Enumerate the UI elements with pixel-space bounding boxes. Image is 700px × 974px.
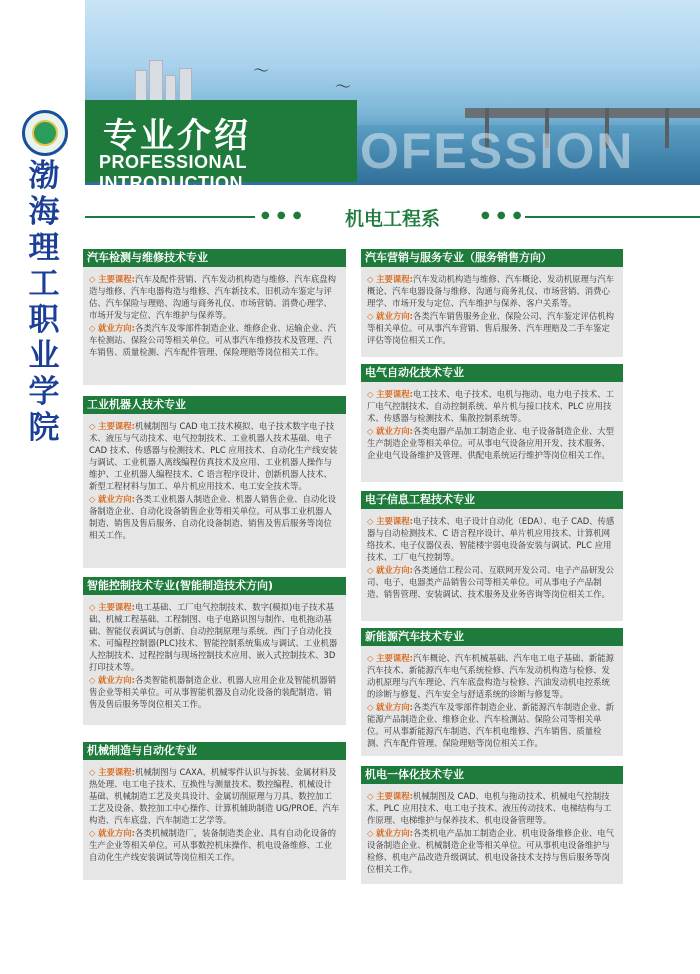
program-title: 机电一体化技术专业 <box>361 766 623 784</box>
program-title: 汽车检测与维修技术专业 <box>83 249 346 267</box>
seagull-icon: 〜 <box>253 61 270 80</box>
program-courses: 电工技术、电子技术、电机与拖动、电力电子技术、工厂电气控制技术、自动控制系统、单片机与接口技术、PLC 应用技术、传感器与检测技术、集散控制系统等。 <box>367 389 614 423</box>
program-courses: 电子技术、电子设计自动化（EDA）、电子 CAD、传感器与自动检测技术、C 语言程序设计、单片机应用技术、计算机网络技术、电子仪器仪表、智能楼宇弱电设备安装与调试、PLC 应用技术、工厂电气控制等。 <box>367 516 615 562</box>
program-courses: 电工基础、工厂电气控制技术、数字(模拟)电子技术基础、机械工程基础、工程制图、电子电路识图与制作、电机拖动基础、智能仪表调试与创新、自动控制原理与系统、西门子自动化技术、可编程控制器(PLC)技术、智能控制系统集成与调试、工业机器人控制技术、过程控制与现场控制技术应用、嵌入式控制技术、3D 打印技术等。 <box>89 602 338 672</box>
page-subtitle: PROFESSIONAL INTRODUCTION <box>99 152 247 193</box>
program-card: 汽车检测与维修技术专业 ◇ 主要课程:汽车及配件营销、汽车发动机构造与维修、汽车底盘构造与维修、汽车电器构造与维修、汽车新技术、旧机动车鉴定与评估、汽车保险与理赔、沟通与商务礼仪、市场营销、消费心理学、市场开发与定位、汽车维护与保养等。 ◇ 就业方向:各类汽车及零部件制造企业、维修企业、运输企业、汽车检测站、保险公司等相关单位。可从事汽车维修技术及管理、汽车销售、质量检测、汽车配件管理、保险理赔等岗位相关工作。 <box>83 249 346 385</box>
program-jobs: 各类智能机器制造企业、机器人应用企业及智能机器销售企业等相关单位。可从事智能机器及自动化设备的装配制造、销售及售后服务等岗位相关工作。 <box>89 675 336 709</box>
program-courses: 汽车概论、汽车机械基础、汽车电工电子基础、新能源汽车技术、新能源汽车电气系统检修、汽车发动机构造与检修、发动机原理与汽车理论、汽车底盘构造与检修、汽油发动机电控系统的诊断与修复、汽车安全与舒适系统的诊断与修复等。 <box>367 653 614 699</box>
program-jobs: 各类汽车及零部件制造企业、新能源汽车制造企业、新能源产品制造企业、维修企业、汽车检测站、保险公司等相关单位。可从事新能源汽车制造、汽车机电维修、汽车销售、质量检测、汽车配件管理、保险理赔等岗位相关工作。 <box>367 702 614 748</box>
program-courses: 机械制图与 CAXA、机械零件认识与拆装、金属材料及热处理、电工电子技术、互换性与测量技术、数控编程、机械设计基础、机械制造工艺及夹具设计、金属切削原理与刀具、数控加工工艺及设备、数控加工中心操作、计算机辅助制造 UG/PROE、汽车构造、汽车底盘、汽车制造工艺学等。 <box>89 767 340 825</box>
program-title: 工业机器人技术专业 <box>83 396 346 414</box>
program-card: 电子信息工程技术专业 ◇ 主要课程:电子技术、电子设计自动化（EDA）、电子 CAD、传感器与自动检测技术、C 语言程序设计、单片机应用技术、计算机网络技术、电子仪器仪表、智能楼宇弱电设备安装与调试、PLC 应用技术、工厂电气控制等。 ◇ 就业方向:各类通信工程公司、互联网开发公司、电子产品研发公司、电子、电器类产品销售公司等相关单位。可从事电子产品制造、销售管理、安装调试、技术服务及业务咨询等岗位相关工作。 <box>361 491 623 621</box>
program-card: 电气自动化技术专业 ◇ 主要课程:电工技术、电子技术、电机与拖动、电力电子技术、工厂电气控制技术、自动控制系统、单片机与接口技术、PLC 应用技术、传感器与检测技术、集散控制系统等。 ◇ 就业方向:各类电器产品加工制造企业、电子设备制造企业、大型生产制造企业等相关单位。可从事电气设备应用开发、技术服务、企业电气设备维护及管理、供配电系统运行维护等岗位相关工作。 <box>361 364 623 482</box>
program-card: 工业机器人技术专业 ◇ 主要课程:机械制图与 CAD 电工技术模拟、电子技术数字电子技术、液压与气动技术、电气控制技术、工业机器人技术基础、电子 CAD 技术、传感器与检测技术、PLC 应用技术、自动化生产线安装与调试、工业机器人离线编程仿真技术及应用、工业机器人操作与维护、工业机器人编程技术、C 语言程序设计、创新机器人技术、新型工程材料与加工、单片机应用技术、电工安全技术等。 ◇ 就业方向:各类工业机器人制造企业、机器人销售企业、自动化设备制造企业、自动化设备销售企业等相关单位。可从事工业机器人制造、销售及售后服务、自动化设备制造、销售及售后服务等岗位相关工作。 <box>83 396 346 568</box>
program-jobs: 各类汽车及零部件制造企业、维修企业、运输企业、汽车检测站、保险公司等相关单位。可从事汽车维修技术及管理、汽车销售、质量检测、汽车配件管理、保险理赔等岗位相关工作。 <box>89 323 336 357</box>
program-courses: 汽车发动机构造与维修、汽车概论、发动机原理与汽车概论、汽车电器设备与维修、沟通与商务礼仪、市场营销、消费心理学、市场开发与定位、汽车维护与保养、客户关系等。 <box>367 274 614 308</box>
program-title: 汽车营销与服务专业（服务销售方向） <box>361 249 623 267</box>
section-heading: ● ● ● 机电工程系 ● ● ● <box>85 196 700 236</box>
seagull-icon: 〜 <box>335 77 352 96</box>
program-card: 机电一体化技术专业 ◇ 主要课程:机械制图及 CAD、电机与拖动技术、机械电气控制技术、PLC 应用技术、电工电子技术、液压传动技术、电梯结构与工作原理、电梯维护与保养技术、机电设备管理等。 ◇ 就业方向:各类机电产品加工制造企业、机电设备维修企业、电气设备制造企业、机械制造企业等相关单位。可从事机电设备维护与检修、机电产品改造升级调试、机电设备技术支持与售后服务等岗位相关工作。 <box>361 766 623 884</box>
program-jobs: 各类通信工程公司、互联网开发公司、电子产品研发公司、电子、电器类产品销售公司等相关单位。可从事电子产品制造、销售管理、安装调试、技术服务及业务咨询等岗位相关工作。 <box>367 565 614 599</box>
program-title: 电气自动化技术专业 <box>361 364 623 382</box>
school-name: 渤海理工职业学院 <box>28 158 60 446</box>
program-title: 智能控制技术专业(智能制造技术方向) <box>83 577 346 595</box>
page-title: 专业介绍 <box>103 116 251 156</box>
program-jobs: 各类机械制造厂，装备制造类企业、具有自动化设备的生产企业等相关单位。可从事数控机床操作、机电设备维修、工业自动化生产线安装调试等岗位相关工作。 <box>89 828 336 862</box>
section-title: 机电工程系 <box>344 208 440 230</box>
program-jobs: 各类电器产品加工制造企业、电子设备制造企业、大型生产制造企业等相关单位。可从事电气设备应用开发、技术服务、企业电气设备维护及管理、供配电系统运行维护等岗位相关工作。 <box>367 426 614 460</box>
title-box <box>85 100 357 193</box>
program-card: 机械制造与自动化专业 ◇ 主要课程:机械制图与 CAXA、机械零件认识与拆装、金属材料及热处理、电工电子技术、互换性与测量技术、数控编程、机械设计基础、机械制造工艺及夹具设计、金属切削原理与刀具、数控加工工艺及设备、数控加工中心操作、计算机辅助制造 UG/PROE、汽车构造、汽车底盘、汽车制造工艺学等。 ◇ 就业方向:各类机械制造厂，装备制造类企业、具有自动化设备的生产企业等相关单位。可从事数控机床操作、机电设备维修、工业自动化生产线安装调试等岗位相关工作。 <box>83 742 346 880</box>
program-card: 新能源汽车技术专业 ◇ 主要课程:汽车概论、汽车机械基础、汽车电工电子基础、新能源汽车技术、新能源汽车电气系统检修、汽车发动机构造与检修、发动机原理与汽车理论、汽车底盘构造与检修、汽油发动机电控系统的诊断与修复、汽车安全与舒适系统的诊断与修复等。 ◇ 就业方向:各类汽车及零部件制造企业、新能源汽车制造企业、新能源产品制造企业、维修企业、汽车检测站、保险公司等相关单位。可从事新能源汽车制造、汽车机电维修、汽车销售、质量检测、汽车配件管理、保险理赔等岗位相关工作。 <box>361 628 623 756</box>
program-card: 汽车营销与服务专业（服务销售方向） ◇ 主要课程:汽车发动机构造与维修、汽车概论、发动机原理与汽车概论、汽车电器设备与维修、沟通与商务礼仪、市场营销、消费心理学、市场开发与定位、汽车维护与保养、客户关系等。 ◇ 就业方向:各类汽车销售服务企业、保险公司、汽车鉴定评估机构等相关单位。可从事汽车营销、售后服务、汽车理赔及二手车鉴定评估等岗位相关工作。 <box>361 249 623 357</box>
school-logo-icon <box>22 110 68 156</box>
program-jobs: 各类工业机器人制造企业、机器人销售企业、自动化设备制造企业、自动化设备销售企业等相关单位。可从事工业机器人制造、销售及售后服务、自动化设备制造、销售及售后服务等岗位相关工作。 <box>89 494 336 540</box>
program-courses: 汽车及配件营销、汽车发动机构造与维修、汽车底盘构造与维修、汽车电器构造与维修、汽车新技术、旧机动车鉴定与评估、汽车保险与理赔、沟通与商务礼仪、市场营销、消费心理学、市场开发与定位、汽车维护与保养等。 <box>89 274 336 320</box>
program-title: 新能源汽车技术专业 <box>361 628 623 646</box>
program-title: 机械制造与自动化专业 <box>83 742 346 760</box>
program-courses: 机械制图与 CAD 电工技术模拟、电子技术数字电子技术、液压与气动技术、电气控制技术、工业机器人技术基础、电子 CAD 技术、传感器与检测技术、PLC 应用技术、自动化生产线安装与调试、工业机器人离线编程仿真技术及应用、工业机器人操作与维护、工业机器人编程技术、C 语言程序设计、创新机器人技术、新型工程材料与加工、单片机应用技术、电工安全技术等。 <box>89 421 338 491</box>
program-title: 电子信息工程技术专业 <box>361 491 623 509</box>
program-courses: 机械制图及 CAD、电机与拖动技术、机械电气控制技术、PLC 应用技术、电工电子技术、液压传动技术、电梯结构与工作原理、电梯维护与保养技术、机电设备管理等。 <box>367 791 612 825</box>
sidebar <box>0 0 85 974</box>
program-jobs: 各类机电产品加工制造企业、机电设备维修企业、电气设备制造企业、机械制造企业等相关单位。可从事机电设备维护与检修、机电产品改造升级调试、机电设备技术支持与售后服务等岗位相关工作。 <box>367 828 614 874</box>
program-jobs: 各类汽车销售服务企业、保险公司、汽车鉴定评估机构等相关单位。可从事汽车营销、售后服务、汽车理赔及二手车鉴定评估等岗位相关工作。 <box>367 311 614 345</box>
program-card: 智能控制技术专业(智能制造技术方向) ◇ 主要课程:电工基础、工厂电气控制技术、数字(模拟)电子技术基础、机械工程基础、工程制图、电子电路识图与制作、电机拖动基础、智能仪表调试与创新、自动控制原理与系统、西门子自动化技术、可编程控制器(PLC)技术、智能控制系统集成与调试、工业机器人控制技术、过程控制与现场控制技术应用、嵌入式控制技术、3D 打印技术等。 ◇ 就业方向:各类智能机器制造企业、机器人应用企业及智能机器销售企业等相关单位。可从事智能机器及自动化设备的装配制造、销售及售后服务等岗位相关工作。 <box>83 577 346 725</box>
title-watermark: OFESSION <box>360 123 635 179</box>
